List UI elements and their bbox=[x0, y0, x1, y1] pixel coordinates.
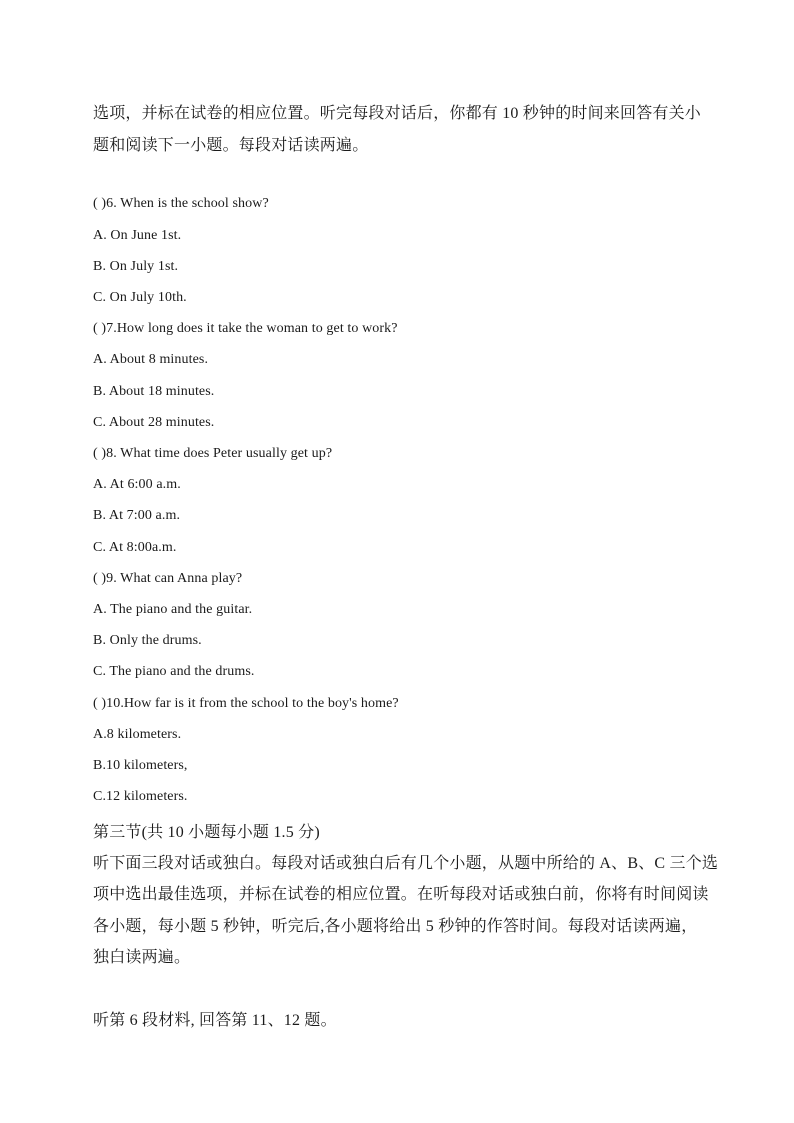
question-6-option-a: A. On June 1st. bbox=[93, 228, 182, 243]
question-6-option-c: C. On July 10th. bbox=[93, 290, 187, 305]
question-10-option-a: A.8 kilometers. bbox=[93, 727, 182, 742]
section-3-para-line-1: 听下面三段对话或独白。每段对话或独白后有几个小题，从题中所给的 A、B、C 三个选 bbox=[93, 855, 719, 872]
question-9-option-b: B. Only the drums. bbox=[93, 633, 202, 648]
question-8-option-a: A. At 6:00 a.m. bbox=[93, 477, 181, 492]
intro-line-1: 选项，并标在试卷的相应位置。听完每段对话后，你都有 10 秒钟的时间来回答有关小 bbox=[93, 105, 702, 122]
question-6-option-b: B. On July 1st. bbox=[93, 259, 179, 274]
section-3-para-line-2: 项中选出最佳选项，并标在试卷的相应位置。在听每段对话或独白前，你将有时间阅读 bbox=[93, 886, 709, 903]
question-9-option-a: A. The piano and the guitar. bbox=[93, 602, 253, 617]
question-10-option-c: C.12 kilometers. bbox=[93, 789, 188, 804]
question-8-option-c: C. At 8:00a.m. bbox=[93, 540, 177, 555]
question-6-stem: ( )6. When is the school show? bbox=[93, 196, 269, 211]
section-3-heading: 第三节(共 10 小题每小题 1.5 分) bbox=[93, 824, 320, 841]
material-note: 听第 6 段材料, 回答第 11、12 题。 bbox=[93, 1012, 337, 1029]
question-8-option-b: B. At 7:00 a.m. bbox=[93, 508, 181, 523]
question-10-stem: ( )10.How far is it from the school to the boy's home? bbox=[93, 696, 399, 711]
section-3-para-line-4: 独白读两遍。 bbox=[93, 949, 191, 966]
question-8-stem: ( )8. What time does Peter usually get up? bbox=[93, 446, 333, 461]
intro-line-2: 题和阅读下一小题。每段对话读两遍。 bbox=[93, 137, 369, 154]
question-7-option-b: B. About 18 minutes. bbox=[93, 384, 215, 399]
question-9-stem: ( )9. What can Anna play? bbox=[93, 571, 243, 586]
question-7-option-a: A. About 8 minutes. bbox=[93, 352, 209, 367]
question-9-option-c: C. The piano and the drums. bbox=[93, 664, 255, 679]
question-10-option-b: B.10 kilometers, bbox=[93, 758, 188, 773]
section-3-para-line-3: 各小题，每小题 5 秒钟，听完后,各小题将给出 5 秒钟的作答时间。每段对话读两遍， bbox=[93, 918, 698, 935]
question-7-stem: ( )7.How long does it take the woman to get to work? bbox=[93, 321, 398, 336]
question-7-option-c: C. About 28 minutes. bbox=[93, 415, 215, 430]
